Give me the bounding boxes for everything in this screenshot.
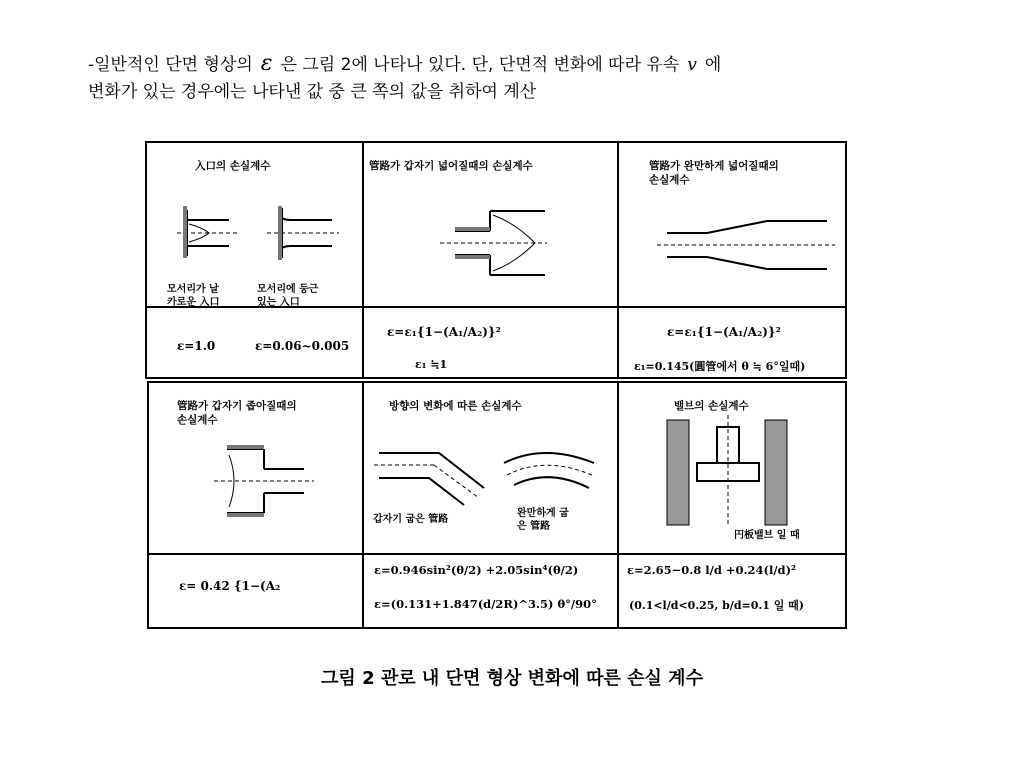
entrance-loss-title: 入口의 손실계수 <box>195 160 271 172</box>
rounded-entrance-label: 모서리에 둥근 있는 入口 <box>257 284 319 308</box>
sharp-bend-label: 갑자기 굽은 管路 <box>373 514 449 525</box>
bend-loss-title: 방향의 변화에 따른 손실계수 <box>389 400 522 412</box>
valve-diagram <box>647 415 837 530</box>
intro-line-1 <box>88 50 968 79</box>
gradual-expansion-note: ε₁=0.145(圓管에서 θ ≒ 6°일때) <box>634 360 806 373</box>
entrance-diagram <box>167 198 347 278</box>
sudden-contraction-formula: ε= 0.42 {1−(A₂ <box>179 579 281 593</box>
loss-coefficient-figure <box>145 133 847 629</box>
intro-line1-b: 은 그림 2에 나타나 있다. 단, 단면적 변화에 따라 유속 <box>280 55 680 75</box>
bend-formula-2: ε=(0.131+1.847(d/2R)^3.5) θ°/90° <box>374 597 597 611</box>
intro-line1-c: 에 <box>704 55 722 75</box>
velocity-symbol: v <box>687 55 697 75</box>
gradual-expansion-title: 管路가 완만하게 넓어질때의 손실계수 <box>649 160 779 186</box>
entrance-formula-sharp: ε=1.0 <box>177 339 216 353</box>
entrance-formula-rounded: ε=0.06~0.005 <box>255 339 350 353</box>
sudden-expansion-formula: ε=ε₁{1−(A₁/A₂)}² <box>387 325 501 339</box>
top-panel <box>145 141 847 379</box>
valve-loss-title: 밸브의 손실계수 <box>674 400 749 412</box>
valve-formula-2: (0.1<l/d<0.25, b/d=0.1 일 때) <box>629 599 804 612</box>
sudden-expansion-note: ε₁ ≒1 <box>415 358 448 371</box>
figure-caption: 그림 2 관로 내 단면 형상 변화에 따른 손실 계수 <box>321 668 703 689</box>
epsilon-symbol: ε <box>260 51 273 76</box>
gradual-bend-label: 완만하게 굽 은 管路 <box>517 508 569 532</box>
gradual-expansion-formula: ε=ε₁{1−(A₁/A₂)}² <box>667 325 781 339</box>
sudden-expansion-title: 管路가 갑자기 넓어질때의 손실계수 <box>369 160 533 172</box>
intro-line-2: 변화가 있는 경우에는 나타낸 값 중 큰 쪽의 값을 취하여 계산 <box>88 82 537 102</box>
bend-diagram <box>374 433 609 513</box>
intro-line1-a: -일반적인 단면 형상의 <box>88 55 253 75</box>
sudden-contraction-title: 管路가 갑자기 좁아질때의 손실계수 <box>177 400 297 426</box>
sudden-expansion-diagram <box>435 203 555 283</box>
sharp-entrance-label: 모서리가 날 카로운 入口 <box>167 284 220 308</box>
valve-formula-1: ε=2.65−0.8 l/d +0.24(l/d)² <box>627 563 797 577</box>
disc-valve-label: 円板밸브 일 때 <box>734 530 800 541</box>
intro-text <box>88 50 968 106</box>
bend-formula-1: ε=0.946sin²(θ/2) +2.05sin⁴(θ/2) <box>374 563 579 577</box>
sudden-contraction-diagram <box>209 441 329 521</box>
bottom-panel <box>147 381 847 629</box>
gradual-expansion-diagram <box>657 213 837 273</box>
